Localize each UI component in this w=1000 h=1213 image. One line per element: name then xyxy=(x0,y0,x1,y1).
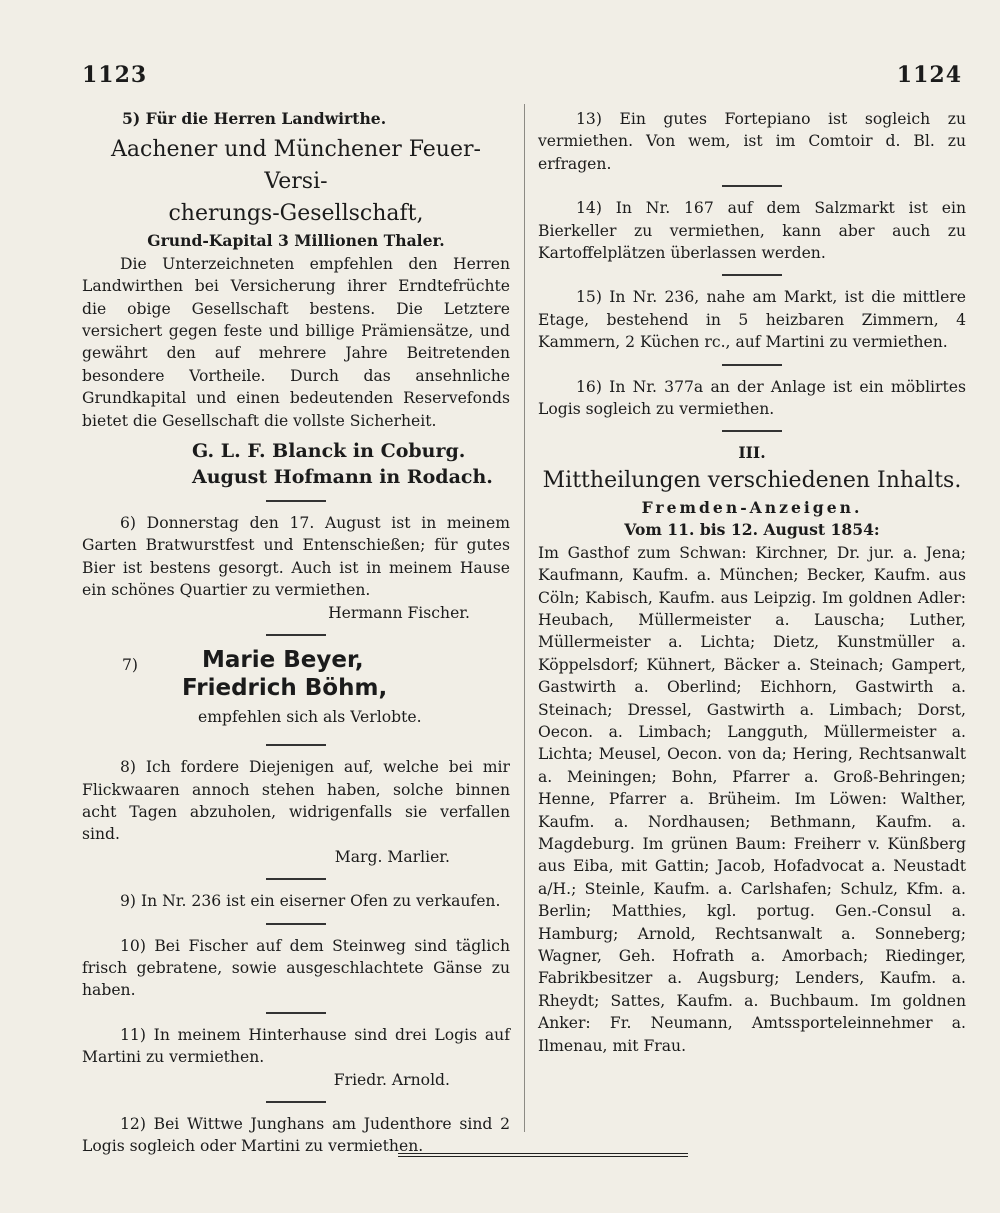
ad7-name-1: Marie Beyer, xyxy=(202,647,364,674)
ad11-signature: Friedr. Arnold. xyxy=(333,1070,450,1089)
ad6-signature: Hermann Fischer. xyxy=(328,603,470,622)
guest-list: Im Gasthof zum Schwan: Kirchner, Dr. jur. a. Jena; Kaufmann, Kaufm. a. München; Becker, Kaufm. aus Cöln; Kabisch, Kaufm. aus Leipzig. Im goldnen Adler: Heubach, Müllermeister a. Lauscha; Luther, Müllermeister a. Lichta; Dietz, Kunstmüller a. Köppelsdorf; Kühnert, Bäcker a. Steinach; Gampert, Gastwirth a. Oberlind; Eichhorn, Gastwirth a. Steinach; Dressel, Gastwirth a. Limbach; Dorst, Oecon. a. Limbach; Langguth, Müllermeister a. Lichta; Meusel, Oecon. von da; Hering, Rechtsanwalt a. Meiningen; Bohn, Pfarrer a. Groß-Behringen; Henne, Pfarrer a. Brüheim. Im Löwen: Walther, Kaufm. a. Nordhausen; Bethmann, Kaufm. a. Magdeburg. Im grünen Baum: Freiherr v. Künßberg aus Eiba, mit Gattin; Jacob, Hofadvocat a. Neustadt a/H.; Steinle, Kaufm. a. Carlshafen; Schulz, Kfm. a. Berlin; Matthies, kgl. portug. Gen.-Consul a. Hamburg; Arnold, Rechtsanwalt a. Sonneberg; Wagner, Geh. Hofrath a. Amorbach; Riedinger, Fabrikbesitzer a. Augsburg; Lenders, Kaufm. a. Rheydt; Sattes, Kaufm. a. Buchbaum. Im goldnen Anker: Fr. Neumann, Amtssporteleinnehmer a. Ilmenau, mit Frau. xyxy=(538,543,966,1055)
ad5-signature-2: August Hofmann in Rodach. xyxy=(192,466,493,489)
ad7-block xyxy=(82,646,510,734)
column-divider xyxy=(524,104,525,1132)
ad5-capital: Grund-Kapital 3 Millionen Thaler. xyxy=(147,231,445,251)
bottom-rule xyxy=(398,1153,688,1159)
ad5-body: Die Unterzeichneten empfehlen den Herren Landwirthen bei Versicherung ihrer Erndtefrüchte die obige Gesellschaft bestens. Die Letztere versichert gegen feste und billige Prämiensätze, und gewährt den auf mehrere Jahre Beitretenden besondere Vortheile. Durch das ansehnliche Grundkapital und einen bedeutenden Reservefonds bietet die Gesellschaft die vollste Sicherheit. xyxy=(82,254,510,430)
date-line: Vom 11. bis 12. August 1854: xyxy=(624,520,880,540)
separator xyxy=(266,1012,326,1014)
separator xyxy=(266,1101,326,1103)
ad5-title-line1: Aachener und Münchener Feuer-Versi- xyxy=(111,137,481,195)
ad8-signature: Marg. Marlier. xyxy=(334,847,450,866)
ad14-body: 14) In Nr. 167 auf dem Salzmarkt ist ein Bierkeller zu vermiethen, kann aber auch zu Kartoffelplätzen überlassen werden. xyxy=(538,199,966,263)
ad12-body: 12) Bei Wittwe Junghans am Judenthore sind 2 Logis sogleich oder Martini zu vermiethen. xyxy=(82,1114,510,1156)
page-number-right: 1124 xyxy=(896,62,962,88)
separator xyxy=(266,634,326,636)
right-column xyxy=(538,108,966,1057)
ad5-heading: 5) Für die Herren Landwirthe. xyxy=(122,109,387,128)
separator xyxy=(266,878,326,880)
section-number: III. xyxy=(738,443,766,463)
separator xyxy=(266,923,326,925)
ad7-text: empfehlen sich als Verlobte. xyxy=(198,708,422,727)
ad10-body: 10) Bei Fischer auf dem Steinweg sind täglich frisch gebratene, sowie ausgeschlachtete Gänse zu haben. xyxy=(82,936,510,1000)
separator xyxy=(722,430,782,432)
separator xyxy=(266,500,326,502)
ad5-title-line2: cherungs-Gesellschaft, xyxy=(168,201,424,227)
separator xyxy=(722,364,782,366)
separator xyxy=(722,185,782,187)
ad15-body: 15) In Nr. 236, nahe am Markt, ist die mittlere Etage, bestehend in 5 heizbaren Zimmern, 4 Kammern, 2 Küchen rc., auf Martini zu vermiethen. xyxy=(538,288,966,352)
ad5-signature-1: G. L. F. Blanck in Coburg. xyxy=(192,440,466,463)
ad7-number: 7) xyxy=(122,656,139,675)
ad9-body: 9) In Nr. 236 ist ein eiserner Ofen zu verkaufen. xyxy=(120,892,501,911)
page-number-left: 1123 xyxy=(82,62,148,88)
separator xyxy=(722,274,782,276)
section-title: Mittheilungen verschiedenen Inhalts. xyxy=(542,467,962,493)
ad6-body: 6) Donnerstag den 17. August ist in meinem Garten Bratwurstfest und Entenschießen; für gutes Bier ist bestens gesorgt. Auch ist in meinem Hause ein schönes Quartier zu vermiethen. xyxy=(82,514,510,600)
ad7-name-2: Friedrich Böhm, xyxy=(182,675,388,702)
ad11-body: 11) In meinem Hinterhause sind drei Logis auf Martini zu vermiethen. xyxy=(82,1025,510,1067)
ad16-body: 16) In Nr. 377a an der Anlage ist ein möblirtes Logis sogleich zu vermiethen. xyxy=(538,377,966,419)
ad8-body: 8) Ich fordere Diejenigen auf, welche bei mir Flickwaaren annoch stehen haben, solche binnen acht Tagen abzuholen, widrigenfalls sie verfallen sind. xyxy=(82,758,510,844)
fremden-heading: Fremden-Anzeigen. xyxy=(641,497,863,517)
ad13-body: 13) Ein gutes Fortepiano ist sogleich zu vermiethen. Von wem, ist im Comtoir d. Bl. zu erfragen. xyxy=(538,110,966,173)
separator xyxy=(266,744,326,746)
left-column xyxy=(82,108,510,1158)
